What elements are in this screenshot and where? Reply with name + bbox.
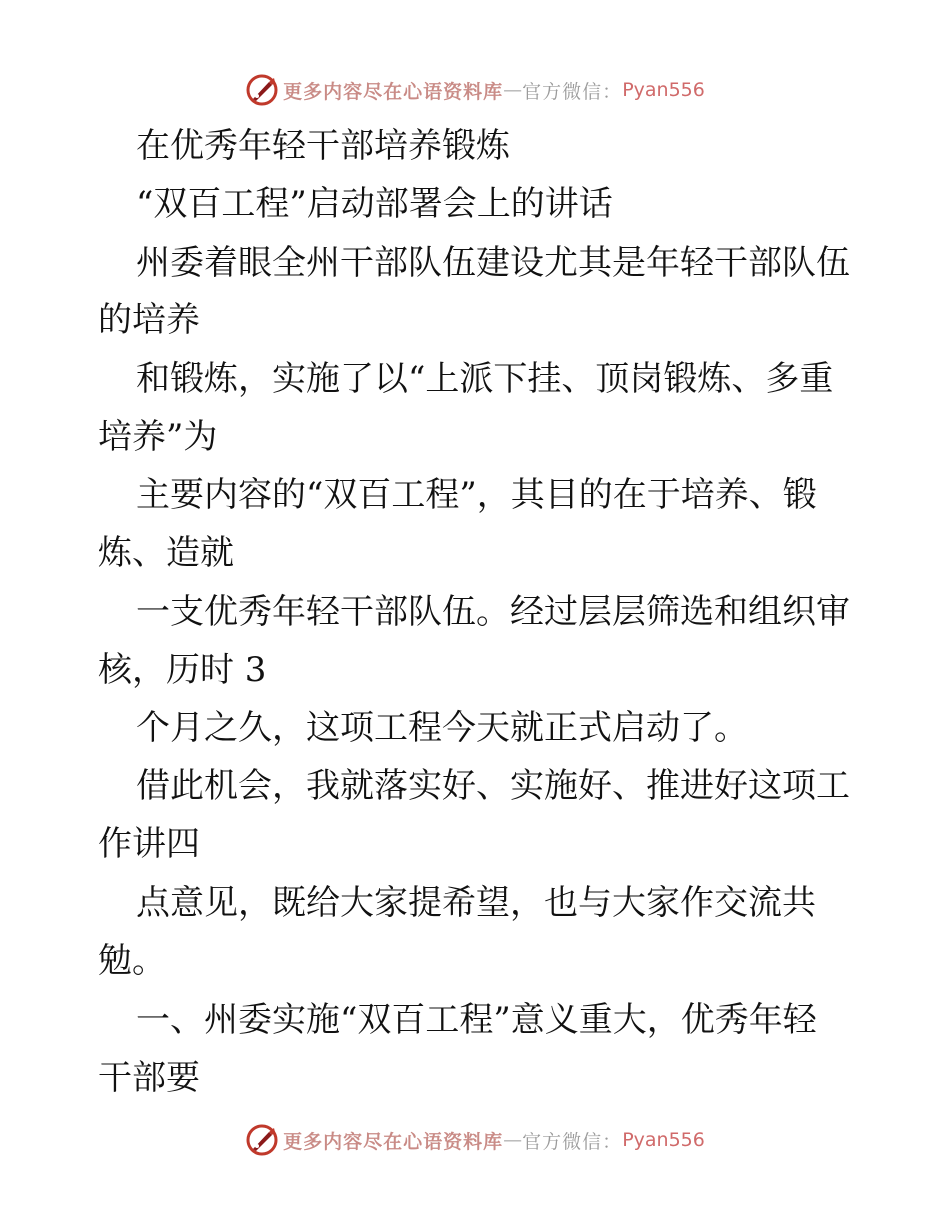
paragraph-line: 主要内容的“双百工程”，其目的在于培养、锻 [136,475,817,515]
watermark-official-label: 官方微信： [522,80,623,103]
header-watermark [0,70,950,110]
paragraph-line: 炼、造就 [98,533,234,573]
paragraph-line: 一、州委实施“双百工程”意义重大，优秀年轻 [136,1000,817,1040]
document-title-line-1: 在优秀年轻干部培养锻炼 [136,126,510,166]
document-title-line-2: “双百工程”启动部署会上的讲话 [136,184,613,224]
paragraph-line: 个月之久，这项工程今天就正式启动了。 [136,708,748,748]
watermark-official-label: 官方微信： [522,1130,623,1153]
quill-pen-logo-icon [245,73,279,107]
watermark-separator: — [503,1129,523,1151]
paragraph-line: 培养”为 [98,417,218,457]
paragraph-line: 点意见，既给大家提希望，也与大家作交流共 [136,883,816,923]
watermark-brand: 更多内容尽在心语资料库 [283,80,504,103]
paragraph-line: 一支优秀年轻干部队伍。经过层层筛选和组织审 [136,592,850,632]
paragraph-line: 的培养 [98,300,200,340]
paragraph-line: 勉。 [98,941,166,981]
paragraph-line: 州委着眼全州干部队伍建设尤其是年轻干部队伍 [136,243,850,283]
quill-pen-logo-icon [245,1123,279,1157]
watermark-separator: — [503,79,523,101]
footer-watermark [0,1120,950,1160]
paragraph-line: 和锻炼，实施了以“上派下挂、顶岗锻炼、多重 [136,359,834,399]
watermark-brand: 更多内容尽在心语资料库 [283,1130,504,1153]
watermark-handle: Pyan556 [622,79,705,101]
paragraph-line: 干部要 [98,1058,200,1098]
paragraph-line: 作讲四 [98,824,200,864]
paragraph-line: 借此机会，我就落实好、实施好、推进好这项工 [136,766,850,806]
paragraph-line: 核，历时 3 [98,650,267,690]
watermark-handle: Pyan556 [622,1129,705,1151]
